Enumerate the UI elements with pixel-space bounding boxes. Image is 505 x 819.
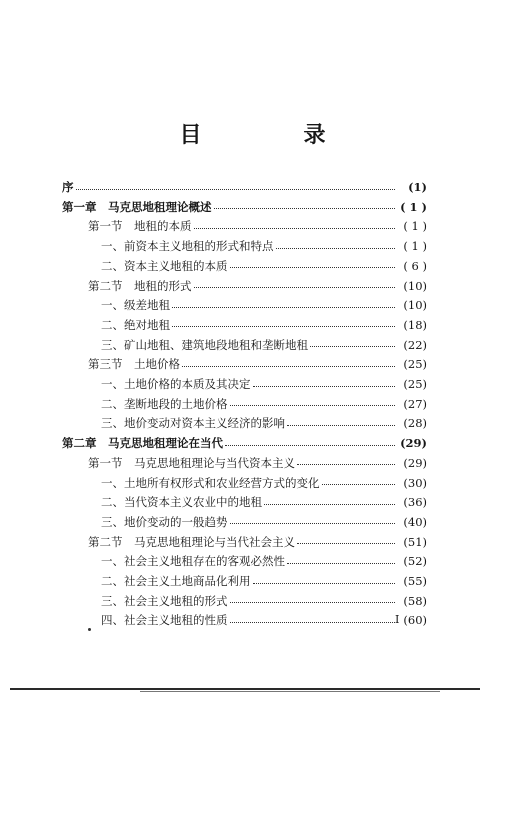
toc-page-number: (25) xyxy=(403,357,427,372)
toc-subsection-entry xyxy=(101,413,427,433)
toc-section-entry xyxy=(88,276,427,296)
toc-leader-dots xyxy=(287,425,395,426)
toc-leader-dots xyxy=(230,622,396,623)
toc-page-number: (1) xyxy=(408,180,427,194)
toc-subsection-entry xyxy=(101,335,427,355)
toc-page-number: ( 1 ) xyxy=(400,199,427,214)
toc-leader-dots xyxy=(297,464,395,465)
bottom-rule-shadow xyxy=(140,691,440,692)
toc-page-number: (30) xyxy=(403,475,427,490)
toc-page-number: (28) xyxy=(403,416,427,431)
toc-subsection-entry xyxy=(101,610,427,630)
toc-entry-text: 第二章 马克思地租理论在当代 xyxy=(62,436,223,451)
toc-page-number: (55) xyxy=(403,574,427,588)
toc-chapter-entry xyxy=(62,177,427,197)
toc-subsection-entry xyxy=(101,551,427,571)
toc-entry-text: 二、绝对地租 xyxy=(101,317,170,332)
toc-entry-text: 第一章 马克思地租理论概述 xyxy=(62,199,212,214)
toc-entry-text: 一、土地价格的本质及其决定 xyxy=(101,377,251,391)
toc-leader-dots xyxy=(214,208,396,209)
toc-leader-dots xyxy=(194,287,396,288)
toc-leader-dots xyxy=(230,267,396,268)
toc-entry-text: 一、社会主义地租存在的客观必然性 xyxy=(101,554,285,569)
toc-entry-text: 三、矿山地租、建筑地段地租和垄断地租 xyxy=(101,337,308,352)
toc-page-number: (58) xyxy=(403,593,427,608)
toc-page-number: (29) xyxy=(400,436,427,451)
toc-entry-text: 第二节 马克思地租理论与当代社会主义 xyxy=(88,534,295,549)
toc-subsection-entry xyxy=(101,473,427,493)
toc-entry-text: 第一节 地租的本质 xyxy=(88,219,192,234)
bottom-rule xyxy=(10,688,480,690)
toc-entry-text: 三、地价变动的一般趋势 xyxy=(101,514,228,529)
toc-leader-dots xyxy=(225,445,395,446)
toc-entry-text: 序 xyxy=(62,180,74,194)
toc-entry-text: 第三节 土地价格 xyxy=(88,357,180,372)
toc-leader-dots xyxy=(297,543,395,544)
toc-entry-text: 三、地价变动对资本主义经济的影响 xyxy=(101,416,285,431)
ink-speck xyxy=(88,628,91,631)
toc-leader-dots xyxy=(253,583,396,584)
toc-section-entry xyxy=(88,532,427,552)
toc-page-number: (10) xyxy=(403,298,427,313)
toc-page-number: (25) xyxy=(403,377,427,391)
toc-page-number: (36) xyxy=(403,495,427,510)
toc-subsection-entry xyxy=(101,374,427,394)
toc-subsection-entry xyxy=(101,512,427,532)
toc-leader-dots xyxy=(276,248,396,249)
toc-page-number: ( 1 ) xyxy=(403,219,427,234)
toc-entry-text: 一、级差地租 xyxy=(101,298,170,313)
toc-subsection-entry xyxy=(101,236,427,256)
toc-entry-text: 四、社会主义地租的性质 xyxy=(101,613,228,628)
toc-leader-dots xyxy=(253,386,396,387)
toc-entry-text: 二、资本主义地租的本质 xyxy=(101,258,228,273)
toc-chapter-entry xyxy=(62,197,427,217)
toc-leader-dots xyxy=(310,346,395,347)
toc-entry-text: 一、土地所有权形式和农业经营方式的变化 xyxy=(101,475,320,490)
toc-page-number: (29) xyxy=(403,455,427,470)
toc-entry-text: 二、当代资本主义农业中的地租 xyxy=(101,495,262,510)
toc-leader-dots xyxy=(230,602,396,603)
toc-page-number: (52) xyxy=(403,554,427,569)
toc-page-number: ( 1 ) xyxy=(403,239,427,254)
toc-subsection-entry xyxy=(101,571,427,591)
toc-page-number: (10) xyxy=(403,278,427,293)
toc-page-number: (51) xyxy=(403,534,427,549)
toc-entry-text: 一、前资本主义地租的形式和特点 xyxy=(101,239,274,254)
toc-subsection-entry xyxy=(101,394,427,414)
toc-leader-dots xyxy=(172,307,395,308)
toc-entry-text: 第一节 马克思地租理论与当代资本主义 xyxy=(88,455,295,470)
toc-leader-dots xyxy=(76,189,396,190)
toc-leader-dots xyxy=(322,484,396,485)
toc-section-entry xyxy=(88,216,427,236)
toc-entry-text: 二、社会主义土地商品化利用 xyxy=(101,574,251,588)
toc-entry-text: 二、垄断地段的土地价格 xyxy=(101,396,228,411)
toc-leader-dots xyxy=(172,326,395,327)
toc-page-number: (40) xyxy=(403,514,427,529)
toc-subsection-entry xyxy=(101,492,427,512)
toc-leader-dots xyxy=(230,523,396,524)
toc-page-number: (27) xyxy=(403,396,427,411)
toc-page-number: ( 6 ) xyxy=(403,258,427,273)
toc-subsection-entry xyxy=(101,315,427,335)
toc-subsection-entry xyxy=(101,295,427,315)
toc-leader-dots xyxy=(182,366,395,367)
toc-chapter-entry xyxy=(62,433,427,453)
toc-leader-dots xyxy=(264,504,395,505)
toc-entry-text: 三、社会主义地租的形式 xyxy=(101,593,228,608)
toc-section-entry xyxy=(88,453,427,473)
page-folio: I xyxy=(395,613,400,626)
toc-page-number: (22) xyxy=(403,337,427,352)
toc-leader-dots xyxy=(230,405,396,406)
page-title: 目 录 xyxy=(179,122,366,148)
toc-section-entry xyxy=(88,354,427,374)
toc-page-number: (60) xyxy=(403,613,427,628)
toc-page-number: (18) xyxy=(403,317,427,332)
toc-subsection-entry xyxy=(101,256,427,276)
toc-subsection-entry xyxy=(101,591,427,611)
toc-entry-text: 第二节 地租的形式 xyxy=(88,278,192,293)
toc-leader-dots xyxy=(287,563,395,564)
toc-leader-dots xyxy=(194,228,396,229)
